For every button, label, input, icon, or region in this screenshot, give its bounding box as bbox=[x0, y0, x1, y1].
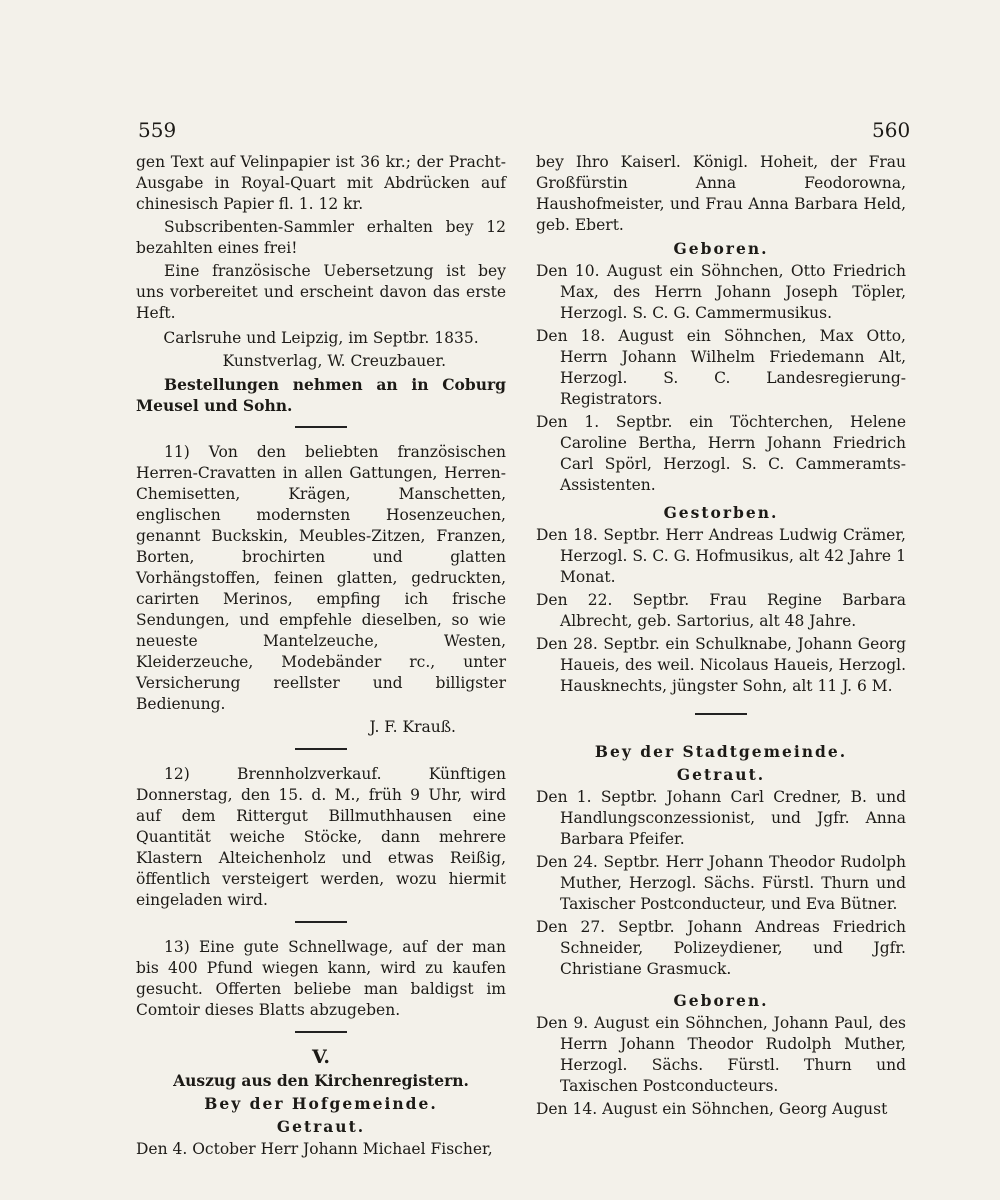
separator-rule bbox=[295, 1031, 347, 1033]
entry-held: bey Ihro Kaiserl. Königl. Hoheit, der Frau Großfürstin Anna Feodorowna, Haushofmeister, und Frau Anna Barbara Held, geb. Ebert. bbox=[536, 153, 906, 234]
left-column bbox=[136, 152, 506, 1162]
orders-line: Bestellungen nehmen an in Coburg Meusel und Sohn. bbox=[136, 375, 506, 415]
paragraph-translation: Eine französische Uebersetzung ist bey uns vorbereitet und erscheint davon das erste Heft. bbox=[136, 262, 506, 322]
separator-rule bbox=[295, 748, 347, 750]
notice-12-firewood: 12) Brennholzverkauf. Künftigen Donnerstag, den 15. d. M., früh 9 Uhr, wird auf dem Rittergut Billmuthhausen eine Quantität weiche Stöcke, dann mehrere Klastern Alteichenholz und etwas Reißig, öffentlich versteigert werden, wozu hiermit eingeladen wird. bbox=[136, 765, 506, 909]
subheading-town-parish: Bey der Stadtgemeinde. bbox=[594, 742, 848, 761]
subheading-born: Geboren. bbox=[673, 239, 769, 258]
separator-rule bbox=[295, 921, 347, 923]
entry-toepler: Den 10. August ein Söhnchen, Otto Friedrich Max, des Herrn Johann Joseph Töpler, Herzogl. S. C. G. Cammermusikus. bbox=[536, 262, 906, 322]
notice-11-cravats: 11) Von den beliebten französischen Herren-Cravatten in allen Gattungen, Herren-Chemisetten, Krägen, Manschetten, englischen modernsten Hosenzeuchen, genannt Buckskin, Meubles-Zitzen, Franzen, Borten, brochirten und glatten Vorhängstoffen, feinen glatten, gedruckten, carirten Merinos, empfing ich frische Sendungen, und empfehle dieselben, so wie neueste Mantelzeuche, Westen, Kleiderzeuche, Modebänder rc., unter Versicherung reellster und billigster Bedienung. bbox=[136, 443, 506, 713]
place-date-line: Carlsruhe und Leipzig, im Septbr. 1835. bbox=[163, 329, 479, 347]
paragraph-subscribers: Subscribenten-Sammler erhalten bey 12 bezahlten eines frei! bbox=[136, 218, 506, 257]
section-heading-church-registers: Auszug aus den Kirchenregistern. bbox=[173, 1071, 469, 1090]
subheading-died: Gestorben. bbox=[663, 503, 779, 522]
entry-schneider: Den 27. Septbr. Johann Andreas Friedrich Schneider, Polizeydiener, und Jgfr. Christiane Grasmuck. bbox=[536, 918, 906, 978]
entry-muther: Den 24. Septbr. Herr Johann Theodor Rudolph Muther, Herzogl. Sächs. Fürstl. Thurn und Taxischer Postconducteur, und Eva Bütner. bbox=[536, 853, 906, 913]
subheading-court-parish: Bey der Hofgemeinde. bbox=[204, 1094, 438, 1113]
right-column bbox=[536, 152, 906, 1122]
publisher-line: Kunstverlag, W. Creuzbauer. bbox=[222, 352, 446, 370]
page-number-right: 560 bbox=[872, 118, 911, 142]
paragraph-prices: gen Text auf Velinpapier ist 36 kr.; der Pracht-Ausgabe in Royal-Quart mit Abdrücken auf chinesisch Papier fl. 1. 12 kr. bbox=[136, 153, 506, 213]
notice-13-scale: 13) Eine gute Schnellwage, auf der man bis 400 Pfund wiegen kann, wird zu kaufen gesucht. Offerten beliebe man baldigst im Comtoir dieses Blatts abzugeben. bbox=[136, 938, 506, 1019]
entry-fischer: Den 4. October Herr Johann Michael Fischer, bbox=[136, 1140, 493, 1158]
subheading-born: Geboren. bbox=[673, 991, 769, 1010]
subheading-married: Getraut. bbox=[276, 1117, 366, 1136]
entry-muther-son: Den 9. August ein Söhnchen, Johann Paul, des Herrn Johann Theodor Rudolph Muther, Herzogl. Sächs. Fürstl. Thurn und Taxischen Postconducteurs. bbox=[536, 1014, 906, 1095]
entry-alt: Den 18. August ein Söhnchen, Max Otto, Herrn Johann Wilhelm Friedemann Alt, Herzogl. S. C. Landesregierung-Registrators. bbox=[536, 327, 906, 408]
section-number: V. bbox=[311, 1046, 331, 1068]
page-number-left: 559 bbox=[138, 118, 177, 142]
entry-spoerl: Den 1. Septbr. ein Töchterchen, Helene Caroline Bertha, Herrn Johann Friedrich Carl Spörl, Herzogl. S. C. Cammeramts-Assistenten. bbox=[536, 413, 906, 494]
entry-haueis: Den 28. Septbr. ein Schulknabe, Johann Georg Haueis, des weil. Nicolaus Haueis, Herzogl. Hausknechts, jüngster Sohn, alt 11 J. 6 M. bbox=[536, 635, 906, 695]
signature-krauss: J. F. Krauß. bbox=[369, 718, 456, 736]
separator-rule bbox=[695, 713, 747, 715]
entry-craemer: Den 18. Septbr. Herr Andreas Ludwig Crämer, Herzogl. S. C. G. Hofmusikus, alt 42 Jahre 1 Monat. bbox=[536, 526, 906, 586]
separator-rule bbox=[295, 426, 347, 428]
entry-albrecht: Den 22. Septbr. Frau Regine Barbara Albrecht, geb. Sartorius, alt 48 Jahre. bbox=[536, 591, 906, 630]
entry-georg-august: Den 14. August ein Söhnchen, Georg August bbox=[536, 1100, 888, 1118]
subheading-married: Getraut. bbox=[676, 765, 766, 784]
entry-credner: Den 1. Septbr. Johann Carl Credner, B. und Handlungsconzessionist, und Jgfr. Anna Barbara Pfeifer. bbox=[536, 788, 906, 848]
